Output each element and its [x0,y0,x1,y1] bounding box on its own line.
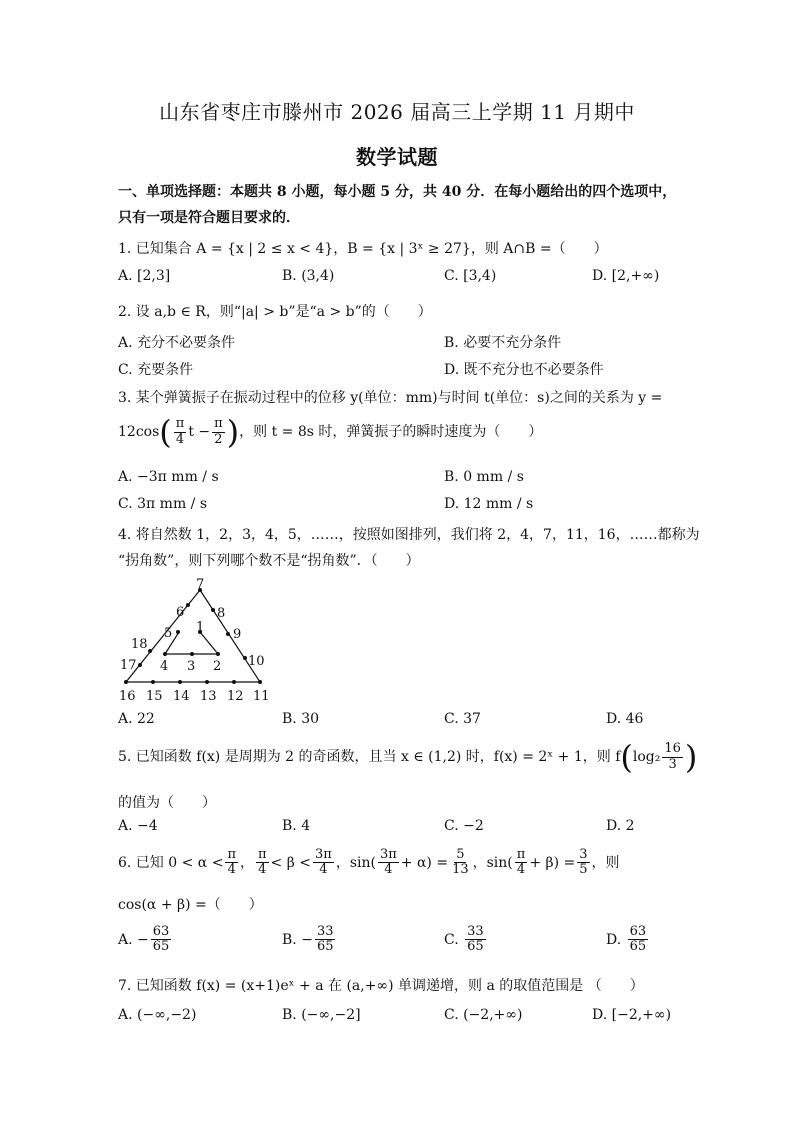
q3-stem-line2: 12cos( $\frac{\pi}{4}$ t − $\frac{\pi}{2}$ )，则 t = 8s 时，弹簧振子的瞬时速度为（ ） [118,413,543,451]
q3-option-c: C. 3π mm / s [118,496,208,512]
fig-label-15: 15 [146,689,163,704]
q4-triangle-figure [110,572,290,708]
fig-label-11: 11 [253,689,270,704]
fig-label-16: 16 [119,689,136,704]
q2-option-b: B. 必要不充分条件 [444,335,562,351]
q3-frac-1: $\frac{\pi}{4}$ [175,416,185,447]
q4-stem-line1: 4. 将自然数 1，2，3，4，5，……，按照如图排列，我们将 2，4，7，11，16，……都称为 [118,527,700,543]
q5-option-d: D. 2 [606,818,635,834]
fig-label-18: 18 [131,637,148,652]
q1-option-c: C. [3,4) [444,268,497,284]
q6-option-b: B. − $\frac{33}{65}$ [282,924,334,955]
fig-label-17: 17 [120,658,137,673]
q3-mid-text: t − [188,424,211,440]
q7-option-c: C. (−2,+∞) [444,1007,523,1023]
q5-stem-line2: 的值为（ ） [118,795,216,811]
q5-log-text: log₂ [632,749,661,765]
fig-label-1: 1 [196,620,205,635]
page-title: 山东省枣庄市滕州市 2026 届高三上学期 11 月期中 [159,100,635,124]
q4-option-c: C. 37 [444,711,481,727]
q3-frac-2: $\frac{\pi}{2}$ [214,416,223,447]
q6-stem-line2: cos(α + β) =（ ） [118,897,263,913]
page-subtitle: 数学试题 [356,145,438,169]
q3-cos-text: 12cos [118,424,160,440]
q4-stem-line2: “拐角数”，则下列哪个数不是“拐角数”．（ ） [118,553,420,569]
q1-option-a: A. [2,3] [118,268,171,284]
section-heading-line1: 一、单项选择题：本题共 8 小题，每小题 5 分，共 40 分．在每小题给出的四个选项中， [118,184,677,200]
q5-stem-text: 5. 已知函数 f(x) 是周期为 2 的奇函数，且当 x ∈ (1,2) 时，f(x) = 2ˣ + 1，则 f [118,749,621,765]
q7-option-d: D. [−2,+∞) [592,1007,672,1023]
q2-stem: 2. 设 a,b ∈ R，则“|a| > b”是“a > b”的（ ） [118,304,432,320]
q3-tail-text: ，则 t = 8s 时，弹簧振子的瞬时速度为（ ） [239,424,543,440]
q5-frac: $\frac{16}{3}$ [664,741,681,772]
q7-option-b: B. (−∞,−2] [282,1007,361,1023]
q5-option-b: B. 4 [282,818,311,834]
fig-label-7: 7 [196,577,205,592]
q4-option-d: D. 46 [606,711,644,727]
q3-option-b: B. 0 mm / s [444,469,524,485]
q6-option-a: A. − $\frac{63}{65}$ [118,924,170,955]
q4-option-b: B. 30 [282,711,320,727]
q3-option-d: D. 12 mm / s [444,496,534,512]
fig-label-6: 6 [176,605,185,620]
q5-option-c: C. −2 [444,818,484,834]
q3-option-a: A. −3π mm / s [118,469,219,485]
fig-label-3: 3 [187,659,196,674]
q6-option-c: C. $\frac{33}{65}$ [444,924,484,955]
fig-label-13: 13 [200,689,217,704]
fig-label-4: 4 [160,659,169,674]
q6-stem-line1: 6. 已知 0 < α < $\frac{\pi}{4}$ ， $\frac{\pi}{4}$ < β < $\frac{3\pi}{4}$ ，sin( $\frac{3\pi}{4}$ + α) = $\frac{5}{13}$ ，sin( $\frac{\pi}{4}$ + β) = $\frac{3}{5}$ ，则 [118,847,620,878]
q6-option-d: D. $\frac{63}{65}$ [606,924,647,955]
q2-option-d: D. 既不充分也不必要条件 [444,362,604,378]
fig-label-14: 14 [173,689,190,704]
q7-option-a: A. (−∞,−2) [118,1007,197,1023]
section-heading-line2: 只有一项是符合题目要求的． [118,210,300,226]
q5-stem-line1: 5. 已知函数 f(x) 是周期为 2 的奇函数，且当 x ∈ (1,2) 时，f(x) = 2ˣ + 1，则 f(log₂ $\frac{16}{3}$ ) [118,738,698,776]
fig-label-10: 10 [248,654,265,669]
q4-option-a: A. 22 [118,711,155,727]
q1-option-b: B. (3,4) [282,268,335,284]
fig-label-5: 5 [164,626,173,641]
fig-label-8: 8 [217,606,226,621]
q1-stem: 1. 已知集合 A = {x | 2 ≤ x < 4}，B = {x | 3ˣ ≥ 27}，则 A∩B =（ ） [118,241,608,257]
q3-stem-line1: 3. 某个弹簧振子在振动过程中的位移 y(单位：mm)与时间 t(单位：s)之间的关系为 y = [118,390,663,406]
fig-label-9: 9 [233,627,242,642]
q7-stem: 7. 已知函数 f(x) = (x+1)eˣ + a 在 (a,+∞) 单调递增，则 a 的取值范围是 （ ） [118,978,644,994]
q2-option-c: C. 充要条件 [118,362,194,378]
fig-label-2: 2 [213,659,222,674]
q5-option-a: A. −4 [118,818,158,834]
q2-option-a: A. 充分不必要条件 [118,335,236,351]
q1-option-d: D. [2,+∞) [592,268,660,284]
fig-label-12: 12 [227,689,244,704]
